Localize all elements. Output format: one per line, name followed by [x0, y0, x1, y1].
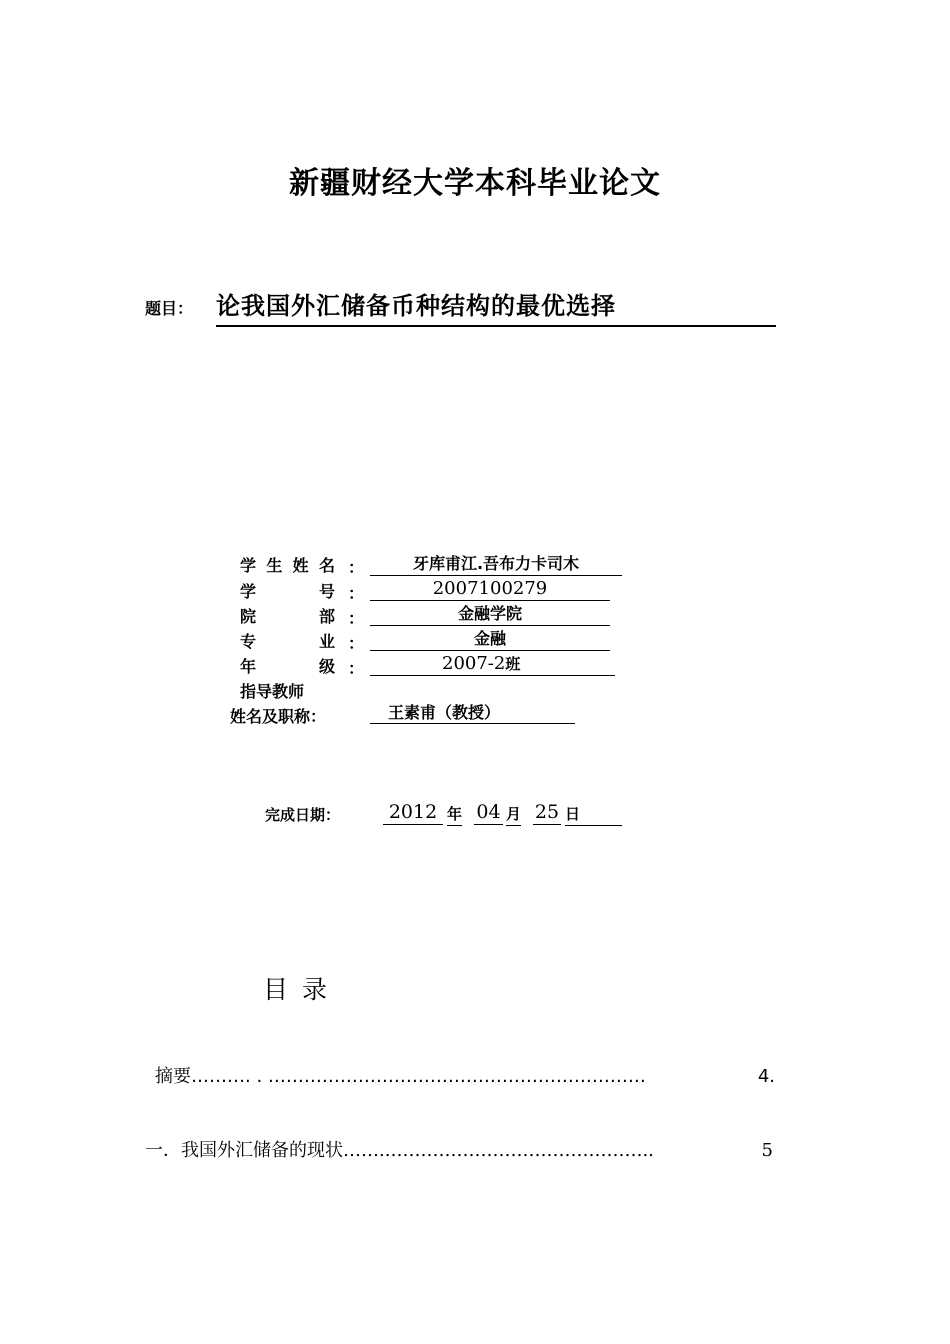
major-label: 专业	[240, 632, 335, 651]
toc-entry[interactable]	[155, 1062, 775, 1088]
colon: ：	[348, 634, 365, 653]
completion-year: 2012	[383, 800, 443, 825]
university-title: 新疆财经大学本科毕业论文	[289, 166, 661, 201]
major-value: 金融	[370, 628, 610, 651]
toc-entry-text: 摘要	[155, 1066, 191, 1087]
grade-value-line	[370, 653, 615, 676]
advisor-label-line1: 指导教师	[240, 682, 305, 701]
completion-day: 25	[534, 801, 560, 823]
toc-entry[interactable]	[145, 1136, 773, 1162]
colon: ：	[348, 584, 365, 603]
toc-entry-page: 5	[761, 1140, 773, 1161]
toc-entry-leader: ………. . ………………………………………………………	[191, 1066, 646, 1087]
month-unit: 月	[506, 801, 521, 826]
department-label: 院部	[240, 607, 335, 626]
thesis-title: 论我国外汇储备币种结构的最优选择	[216, 286, 776, 327]
completion-date-label: 完成日期：	[265, 806, 341, 824]
colon: ：	[348, 609, 365, 628]
toc-entry-leader: ……..……………………………………..	[343, 1140, 654, 1161]
grade-value: 2007-2	[442, 653, 506, 674]
toc-title: 目录	[263, 975, 342, 1004]
toc-entry-page: 4.	[757, 1066, 775, 1087]
advisor-label-line2: 姓名及职称：	[230, 707, 327, 726]
student-id-value: 2007100279	[370, 578, 610, 601]
student-id-label: 学号	[240, 582, 335, 601]
day-unit: 日	[565, 801, 622, 826]
grade-suffix: 班	[505, 655, 521, 673]
advisor-value: 王素甫（教授）	[370, 702, 575, 724]
student-name-value: 牙库甫江.吾布力卡司木	[370, 553, 622, 576]
year-unit: 年	[447, 801, 462, 826]
colon: ：	[348, 659, 365, 678]
department-value: 金融学院	[370, 603, 610, 626]
toc-entry-text: 一．我国外汇储备的现状	[145, 1140, 343, 1161]
grade-label: 年级	[240, 657, 335, 676]
student-name-label: 学生姓名	[240, 556, 335, 575]
topic-label: 题目：	[145, 299, 194, 318]
colon: ：	[348, 558, 365, 577]
completion-month: 04	[474, 800, 503, 825]
